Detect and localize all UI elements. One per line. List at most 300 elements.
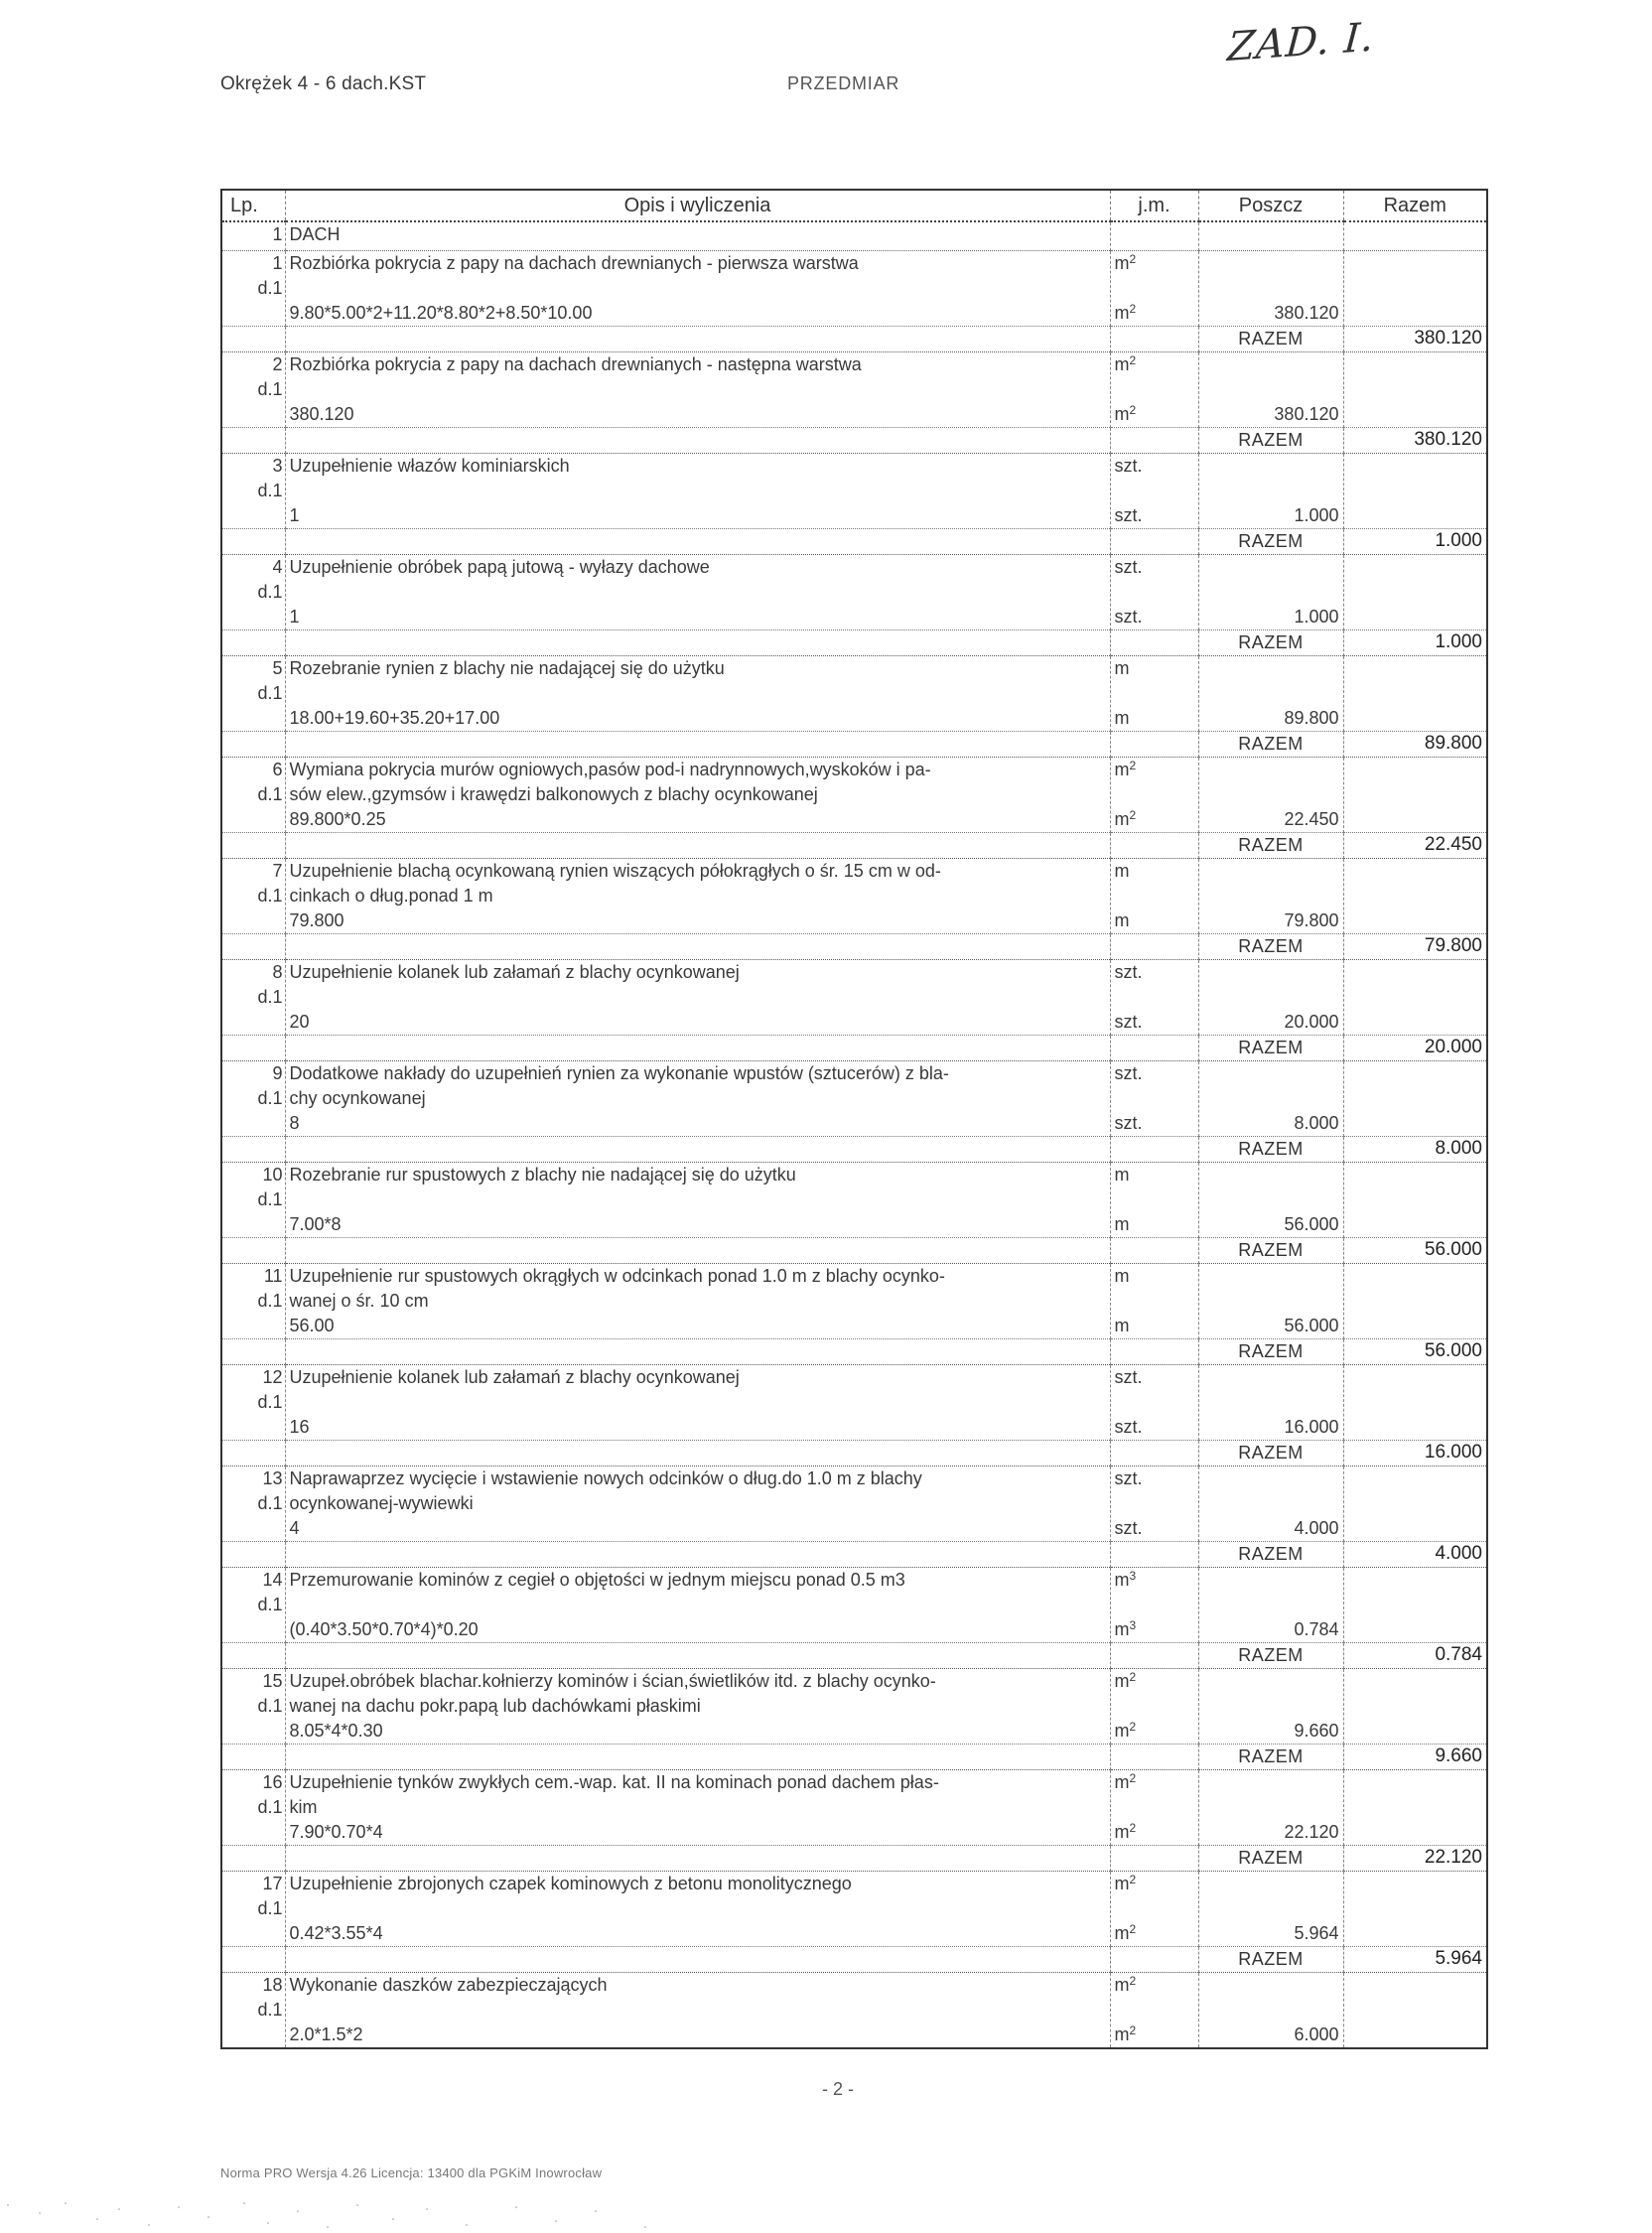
item-description-line: Uzupełnienie kolanek lub załamań z blachy ocynkowanej (289, 962, 740, 982)
item-number: 12 (262, 1367, 283, 1387)
unit-base: m (1114, 404, 1130, 424)
item-unit-cell (1110, 1264, 1198, 1339)
spacer (1111, 479, 1198, 503)
razem-row (221, 1846, 1487, 1872)
item-poszcz-cell (1198, 555, 1343, 630)
item-razem-cell (1343, 1466, 1487, 1542)
razem-label: RAZEM (1198, 1339, 1343, 1365)
empty-cell (285, 1339, 1110, 1365)
item-razem-cell (1343, 656, 1487, 732)
item-catalog-ref: d.1 (257, 1898, 283, 1918)
unit-base: m (1114, 1874, 1130, 1893)
unit-base: m (1114, 1975, 1130, 1995)
spacer (290, 1896, 1106, 1921)
item-poszcz-value: 4.000 (1294, 1518, 1339, 1538)
item-unit (1111, 1568, 1198, 1593)
item-unit (1111, 1921, 1198, 1946)
item-calculation: 1 (289, 607, 300, 627)
empty-cell (221, 1947, 285, 1973)
empty-cell (221, 1238, 285, 1264)
item-calculation: 9.80*5.00*2+11.20*8.80*2+8.50*10.00 (289, 303, 593, 323)
spacer (1199, 352, 1343, 377)
razem-total-value: 22.450 (1343, 833, 1487, 859)
item-unit-cell (1110, 1365, 1198, 1441)
razem-total-value: 56.000 (1343, 1339, 1487, 1365)
unit-exponent: 2 (1129, 1670, 1137, 1684)
item-description-cell (285, 859, 1110, 934)
item-poszcz-cell (1198, 656, 1343, 732)
item-unit (1111, 454, 1198, 479)
item-description-line: Naprawaprzez wycięcie i wstawienie nowych odcinków o dług.do 1.0 m z blachy (289, 1468, 922, 1488)
item-lp-cell (221, 1466, 285, 1542)
item-number: 7 (272, 861, 283, 881)
item-calculation: 56.00 (289, 1316, 335, 1335)
spacer (1199, 960, 1343, 985)
spacer (290, 1390, 1106, 1415)
razem-row (221, 529, 1487, 555)
item-unit (1111, 908, 1198, 933)
empty-cell (1110, 1238, 1198, 1264)
spacer (1199, 454, 1343, 479)
unit-base: szt. (1114, 557, 1143, 577)
empty-cell (285, 1238, 1110, 1264)
item-unit (1111, 1719, 1198, 1744)
razem-total-value: 380.120 (1343, 327, 1487, 352)
item-poszcz-cell (1198, 352, 1343, 428)
item-row (221, 1770, 1487, 1846)
item-catalog-ref: d.1 (257, 1493, 283, 1513)
spacer (1199, 580, 1343, 605)
razem-row (221, 327, 1487, 352)
empty-cell (221, 1846, 285, 1872)
unit-base: szt. (1114, 1518, 1143, 1538)
item-row (221, 656, 1487, 732)
empty-cell (1110, 1643, 1198, 1669)
spacer (1199, 251, 1343, 276)
unit-exponent: 2 (1129, 302, 1137, 316)
item-unit (1111, 1314, 1198, 1338)
empty-cell (1110, 428, 1198, 454)
item-razem-cell (1343, 555, 1487, 630)
item-unit-cell (1110, 1872, 1198, 1947)
spacer (290, 1593, 1106, 1617)
item-razem-cell (1343, 1669, 1487, 1745)
spacer (1111, 884, 1198, 908)
spacer (1111, 782, 1198, 807)
item-description-line: wanej na dachu pokr.papą lub dachówkami płaskimi (289, 1696, 701, 1716)
item-unit-cell (1110, 1061, 1198, 1137)
item-poszcz-value: 6.000 (1294, 2024, 1339, 2044)
spacer (1111, 681, 1198, 706)
razem-label: RAZEM (1198, 934, 1343, 960)
item-calculation: 8.05*4*0.30 (289, 1721, 383, 1741)
item-razem-cell (1343, 1365, 1487, 1441)
item-catalog-ref: d.1 (257, 886, 283, 906)
item-unit (1111, 859, 1198, 884)
item-unit (1111, 1212, 1198, 1237)
razem-total-value: 1.000 (1343, 529, 1487, 555)
item-lp-cell (221, 859, 285, 934)
unit-base: m (1114, 658, 1130, 678)
item-razem-cell (1343, 859, 1487, 934)
spacer (1199, 1163, 1343, 1187)
spacer (1199, 985, 1343, 1010)
razem-label: RAZEM (1198, 529, 1343, 555)
item-description-line: Wymiana pokrycia murów ogniowych,pasów pod-i nadrynnowych,wyskoków i pa- (289, 760, 931, 779)
item-description-line: Wykonanie daszków zabezpieczających (289, 1975, 608, 1995)
razem-label: RAZEM (1198, 1542, 1343, 1568)
spacer (1199, 1390, 1343, 1415)
software-license-note: Norma PRO Wersja 4.26 Licencja: 13400 dla PGKiM Inowrocław (220, 2165, 603, 2180)
unit-base: m (1114, 760, 1130, 779)
unit-exponent: 2 (1129, 1974, 1137, 1988)
empty-cell (1110, 327, 1198, 352)
unit-exponent: 2 (1129, 2024, 1137, 2037)
unit-base: m (1114, 809, 1130, 829)
item-description-line: Uzupełnienie blachą ocynkowaną rynien wiszących półokrągłych o śr. 15 cm w od- (289, 861, 941, 881)
empty-cell (221, 1745, 285, 1770)
item-unit (1111, 402, 1198, 427)
table-header-row (221, 190, 1487, 221)
spacer (1199, 758, 1343, 782)
razem-label: RAZEM (1198, 1643, 1343, 1669)
item-description-cell (285, 960, 1110, 1036)
item-unit (1111, 352, 1198, 377)
item-number: 1 (272, 253, 283, 273)
empty-cell (1198, 221, 1343, 251)
item-description-line: Uzupełnienie tynków zwykłych cem.-wap. kat. II na kominach ponad dachem płas- (289, 1772, 939, 1792)
column-header-poszcz: Poszcz (1198, 190, 1343, 221)
item-lp-cell (221, 1061, 285, 1137)
spacer (290, 276, 1106, 301)
item-catalog-ref: d.1 (257, 1696, 283, 1716)
spacer (290, 681, 1106, 706)
item-lp-cell (221, 758, 285, 833)
item-description-line: cinkach o dług.ponad 1 m (289, 886, 493, 906)
item-razem-cell (1343, 454, 1487, 529)
empty-cell (221, 1036, 285, 1061)
item-razem-cell (1343, 352, 1487, 428)
item-razem-cell (1343, 1770, 1487, 1846)
unit-base: szt. (1114, 456, 1143, 476)
spacer (1111, 276, 1198, 301)
item-calculation: 8 (289, 1113, 300, 1133)
unit-base: m (1114, 861, 1130, 881)
item-calculation: 7.90*0.70*4 (289, 1822, 383, 1842)
item-unit-cell (1110, 1466, 1198, 1542)
empty-cell (221, 1542, 285, 1568)
item-lp-cell (221, 1264, 285, 1339)
item-number: 4 (272, 557, 283, 577)
empty-cell (1110, 1036, 1198, 1061)
unit-exponent: 2 (1129, 252, 1137, 266)
item-calculation: 380.120 (289, 404, 354, 424)
item-poszcz-cell (1198, 1669, 1343, 1745)
razem-label: RAZEM (1198, 1846, 1343, 1872)
item-description-line: Uzupełnienie kolanek lub załamań z blachy ocynkowanej (289, 1367, 740, 1387)
spacer (1199, 681, 1343, 706)
unit-exponent: 2 (1129, 759, 1137, 772)
spacer (290, 1187, 1106, 1212)
item-poszcz-value: 9.660 (1294, 1721, 1339, 1741)
empty-cell (1110, 1542, 1198, 1568)
item-unit (1111, 656, 1198, 681)
item-unit (1111, 1770, 1198, 1795)
item-unit (1111, 605, 1198, 629)
item-poszcz-cell (1198, 758, 1343, 833)
item-poszcz-value: 56.000 (1284, 1214, 1339, 1234)
unit-base: szt. (1114, 607, 1143, 627)
razem-row (221, 1339, 1487, 1365)
item-row (221, 1669, 1487, 1745)
unit-base: m (1114, 910, 1130, 930)
item-poszcz-value: 5.964 (1294, 1923, 1339, 1943)
item-poszcz-value: 0.784 (1294, 1619, 1339, 1639)
item-description-line: wanej o śr. 10 cm (289, 1291, 429, 1311)
item-number: 14 (262, 1570, 283, 1590)
item-razem-cell (1343, 1163, 1487, 1238)
spacer (1111, 1187, 1198, 1212)
empty-cell (285, 833, 1110, 859)
item-lp-cell (221, 1770, 285, 1846)
item-lp-cell (221, 555, 285, 630)
item-unit (1111, 1163, 1198, 1187)
spacer (1199, 1669, 1343, 1694)
unit-base: m (1114, 1721, 1130, 1741)
empty-cell (1110, 1846, 1198, 1872)
item-calculation: 2.0*1.5*2 (289, 2024, 363, 2044)
spacer (1111, 580, 1198, 605)
scan-noise-dots (0, 2199, 695, 2233)
item-number: 18 (262, 1975, 283, 1995)
item-catalog-ref: d.1 (257, 582, 283, 602)
item-unit (1111, 758, 1198, 782)
razem-total-value: 1.000 (1343, 630, 1487, 656)
empty-cell (221, 833, 285, 859)
spacer (1111, 1390, 1198, 1415)
item-description-cell (285, 1163, 1110, 1238)
razem-label: RAZEM (1198, 428, 1343, 454)
item-poszcz-value: 8.000 (1294, 1113, 1339, 1133)
item-lp-cell (221, 251, 285, 327)
unit-base: m (1114, 253, 1130, 273)
unit-base: m (1114, 1772, 1130, 1792)
item-description-cell (285, 251, 1110, 327)
spacer (1199, 1770, 1343, 1795)
unit-exponent: 3 (1129, 1618, 1137, 1632)
item-number: 16 (262, 1772, 283, 1792)
unit-base: m (1114, 1822, 1130, 1842)
item-number: 17 (262, 1874, 283, 1893)
item-row (221, 859, 1487, 934)
column-header-razem: Razem (1343, 190, 1487, 221)
spacer (1199, 479, 1343, 503)
item-calculation: 20 (289, 1012, 310, 1032)
item-description-line: Uzupełnienie obróbek papą jutową - wyłazy dachowe (289, 557, 710, 577)
item-description-cell (285, 1669, 1110, 1745)
item-razem-cell (1343, 758, 1487, 833)
spacer (1111, 1491, 1198, 1516)
empty-cell (221, 327, 285, 352)
item-catalog-ref: d.1 (257, 1291, 283, 1311)
unit-exponent: 3 (1129, 1569, 1137, 1583)
item-catalog-ref: d.1 (257, 2000, 283, 2020)
empty-cell (285, 630, 1110, 656)
empty-cell (285, 1441, 1110, 1466)
razem-total-value: 0.784 (1343, 1643, 1487, 1669)
item-razem-cell (1343, 1568, 1487, 1643)
table-body (221, 221, 1487, 2048)
item-description-cell (285, 555, 1110, 630)
item-unit-cell (1110, 1163, 1198, 1238)
item-catalog-ref: d.1 (257, 1392, 283, 1412)
item-calculation: 1 (289, 505, 300, 525)
razem-total-value: 8.000 (1343, 1137, 1487, 1163)
item-unit (1111, 706, 1198, 731)
razem-total-value: 79.800 (1343, 934, 1487, 960)
razem-row (221, 934, 1487, 960)
item-row (221, 1568, 1487, 1643)
item-poszcz-value: 1.000 (1294, 505, 1339, 525)
item-unit (1111, 251, 1198, 276)
spacer (1111, 1593, 1198, 1617)
empty-cell (221, 1137, 285, 1163)
item-row (221, 251, 1487, 327)
item-unit-cell (1110, 960, 1198, 1036)
item-razem-cell (1343, 960, 1487, 1036)
razem-row (221, 1441, 1487, 1466)
razem-row (221, 1643, 1487, 1669)
item-catalog-ref: d.1 (257, 683, 283, 703)
empty-cell (1110, 1745, 1198, 1770)
item-lp-cell (221, 1872, 285, 1947)
unit-exponent: 2 (1129, 1720, 1137, 1734)
razem-row (221, 1947, 1487, 1973)
item-description-line: chy ocynkowanej (289, 1088, 426, 1108)
empty-cell (285, 327, 1110, 352)
item-unit (1111, 503, 1198, 528)
item-description-line: Uzupełnienie zbrojonych czapek kominowych z betonu monolitycznego (289, 1874, 852, 1893)
unit-base: szt. (1114, 1367, 1143, 1387)
item-catalog-ref: d.1 (257, 784, 283, 804)
item-unit (1111, 1415, 1198, 1440)
item-poszcz-value: 1.000 (1294, 607, 1339, 627)
unit-base: m (1114, 1266, 1130, 1286)
item-unit-cell (1110, 454, 1198, 529)
item-description-cell (285, 1466, 1110, 1542)
page-number: - 2 - (822, 2079, 855, 2099)
spacer (1199, 1061, 1343, 1086)
spacer (1199, 1187, 1343, 1212)
item-description-line: Rozebranie rynien z blachy nie nadającej się do użytku (289, 658, 725, 678)
spacer (1199, 1086, 1343, 1111)
unit-exponent: 2 (1129, 353, 1137, 367)
item-catalog-ref: d.1 (257, 1088, 283, 1108)
item-unit (1111, 1973, 1198, 1998)
item-description-cell (285, 1264, 1110, 1339)
item-poszcz-cell (1198, 1568, 1343, 1643)
razem-label: RAZEM (1198, 1441, 1343, 1466)
item-catalog-ref: d.1 (257, 1595, 283, 1614)
item-razem-cell (1343, 1061, 1487, 1137)
item-row (221, 454, 1487, 529)
item-poszcz-value: 380.120 (1274, 404, 1339, 424)
item-poszcz-cell (1198, 1365, 1343, 1441)
item-unit-cell (1110, 1770, 1198, 1846)
item-description-cell (285, 1365, 1110, 1441)
item-poszcz-cell (1198, 1770, 1343, 1846)
razem-total-value: 4.000 (1343, 1542, 1487, 1568)
spacer (290, 580, 1106, 605)
unit-base: m (1114, 1671, 1130, 1691)
unit-base: m (1114, 303, 1130, 323)
item-description-line: Rozbiórka pokrycia z papy na dachach drewnianych - następna warstwa (289, 354, 862, 374)
spacer (1199, 1896, 1343, 1921)
item-number: 15 (262, 1671, 283, 1691)
razem-total-value: 5.964 (1343, 1947, 1487, 1973)
item-calculation: 89.800*0.25 (289, 809, 386, 829)
item-number: 2 (272, 354, 283, 374)
item-razem-cell (1343, 1872, 1487, 1947)
spacer (1111, 1795, 1198, 1820)
item-description-cell (285, 1568, 1110, 1643)
column-header-lp: Lp. (221, 190, 285, 221)
razem-row (221, 1542, 1487, 1568)
spacer (1199, 1264, 1343, 1289)
item-unit-cell (1110, 555, 1198, 630)
razem-label: RAZEM (1198, 1947, 1343, 1973)
item-razem-cell (1343, 1973, 1487, 2049)
unit-exponent: 2 (1129, 1821, 1137, 1835)
spacer (1199, 1365, 1343, 1390)
item-description-cell (285, 352, 1110, 428)
item-unit (1111, 1264, 1198, 1289)
spacer (1199, 656, 1343, 681)
empty-cell (221, 934, 285, 960)
item-number: 11 (263, 1266, 283, 1286)
item-description-cell (285, 758, 1110, 833)
item-calculation: 18.00+19.60+35.20+17.00 (289, 708, 500, 728)
item-row (221, 960, 1487, 1036)
empty-cell (221, 1441, 285, 1466)
razem-label: RAZEM (1198, 732, 1343, 758)
spacer (1111, 1896, 1198, 1921)
item-catalog-ref: d.1 (257, 987, 283, 1007)
spacer (1199, 1998, 1343, 2023)
item-unit-cell (1110, 1973, 1198, 2049)
item-unit (1111, 960, 1198, 985)
item-razem-cell (1343, 1264, 1487, 1339)
item-number: 9 (272, 1063, 283, 1083)
item-description-cell (285, 656, 1110, 732)
razem-total-value: 9.660 (1343, 1745, 1487, 1770)
razem-label: RAZEM (1198, 327, 1343, 352)
item-catalog-ref: d.1 (257, 1189, 283, 1209)
item-lp-cell (221, 1669, 285, 1745)
item-calculation: 4 (289, 1518, 300, 1538)
item-poszcz-cell (1198, 1163, 1343, 1238)
unit-base: m (1114, 354, 1130, 374)
unit-base: m (1114, 1570, 1130, 1590)
item-lp-cell (221, 656, 285, 732)
razem-total-value: 380.120 (1343, 428, 1487, 454)
empty-cell (1110, 630, 1198, 656)
unit-exponent: 2 (1129, 403, 1137, 417)
item-description-cell (285, 454, 1110, 529)
empty-cell (221, 630, 285, 656)
item-description-line: sów elew.,gzymsów i krawędzi balkonowych z blachy ocynkowanej (289, 784, 818, 804)
empty-cell (1343, 221, 1487, 251)
